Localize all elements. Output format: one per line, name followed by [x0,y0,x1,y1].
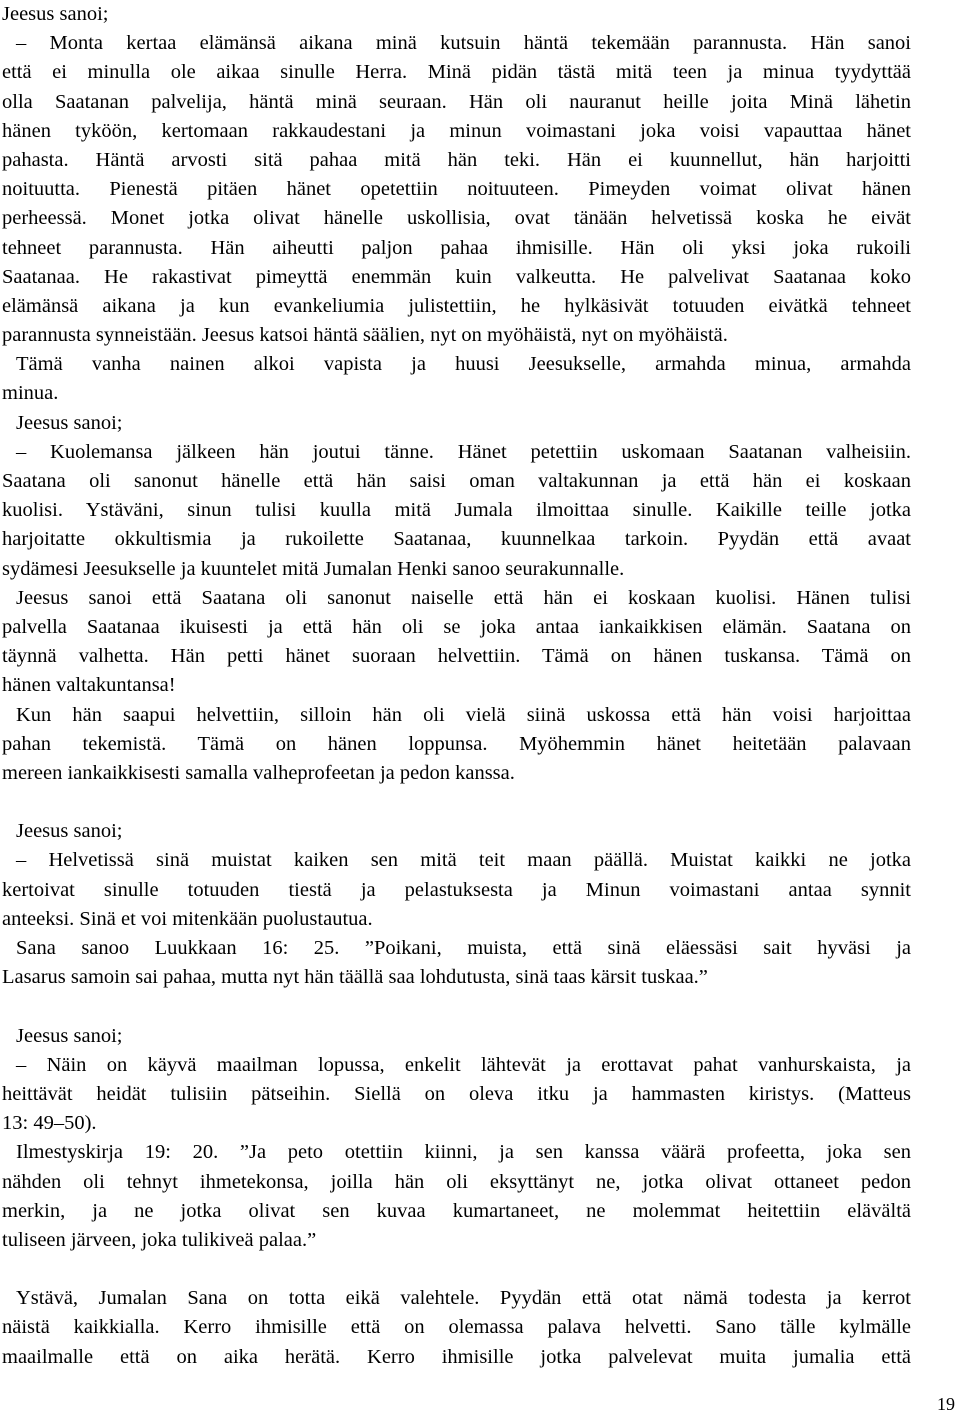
text-line: minua. [2,382,59,405]
text-line: elämänsä aikana ja kun evankeliumia julistettiin, he hylkäsivät totuuden eivätkä tehneet [2,294,911,317]
text-line: Jeesus sanoi; [2,3,109,25]
text-line: hänen tyköön, kertomaan rakkaudestani ja minun voimastani joka voisi vapauttaa hänet [2,119,911,142]
text-line: heittävät heidät tulisiin pätseihin. Siellä on oleva itku ja hammasten kiristys. (Matteus [2,1082,911,1105]
text-line: Kun hän saapui helvettiin, silloin hän oli vielä siinä uskossa että hän voisi harjoittaa [16,703,911,726]
blank-line [2,992,911,1021]
text-line: olla Saatanan palvelija, häntä minä seuraan. Hän oli nauranut heille joita Minä lähetin [2,90,911,113]
text-line: 13: 49–50). [2,1112,97,1135]
text-line: Saatanaa. He rakastivat pimeyttä enemmän kuin valkeutta. He palvelivat Saatanaa koko [2,265,911,288]
text-line: Sana sanoo Luukkaan 16: 25. ”Poikani, muista, että sinä eläessäsi sait hyväsi ja [16,937,911,959]
text-line: – Kuolemansa jälkeen hän joutui tänne. Hänet petettiin uskomaan Saatanan valheisiin. [16,440,911,463]
text-line: Jeesus sanoi; [16,820,123,843]
text-line: Lasarus samoin sai pahaa, mutta nyt hän täällä saa lohdutusta, sinä taas kärsit tuskaa.” [2,966,708,989]
blank-line [2,788,911,817]
text-line: Jeesus sanoi; [16,1024,123,1047]
text-line: tuliseen järveen, joka tulikiveä palaa.” [2,1228,317,1251]
blank-line [2,1255,911,1284]
text-line: harjoitatte okkultismia ja rukoilette Saatanaa, kuunnelkaa tarkoin. Pyydän että avaat [2,528,911,551]
text-line: pahan tekemistä. Tämä on hänen loppunsa. Myöhemmin hänet heitetään palavaan [2,732,911,755]
text-line: parannusta synneistään. Jeesus katsoi häntä säälien, nyt on myöhäistä, nyt on myöhäistä. [2,324,728,347]
text-line: Ilmestyskirja 19: 20. ”Ja peto otettiin kiinni, ja sen kanssa väärä profeetta, joka sen [16,1141,911,1164]
text-line: nähden oli tehnyt ihmetekonsa, joilla hän oli eksyttänyt ne, jotka olivat ottaneet pedon [2,1170,911,1193]
text-line: – Näin on käyvä maailman lopussa, enkelit lähtevät ja erottavat pahat vanhurskaista, ja [16,1053,911,1076]
text-line: – Helvetissä sinä muistat kaiken sen mitä teit maan päällä. Muistat kaikki ne jotka [16,849,911,872]
page-number: 19 [937,1394,955,1414]
text-line: tehneet parannusta. Hän aiheutti paljon pahaa ihmisille. Hän oli yksi joka rukoili [2,236,911,259]
text-line: noituutta. Pienestä pitäen hänet opetettiin noituuteen. Pimeyden voimat olivat hänen [2,178,911,201]
text-line: täynnä valhetta. Hän petti hänet suoraan helvettiin. Tämä on hänen tuskansa. Tämä on [2,645,911,668]
text-line: perheessä. Monet jotka olivat hänelle uskollisia, ovat tänään helvetissä koska he eivät [2,207,911,230]
text-line: että ei minulla ole aikaa sinulle Herra. Minä pidän tästä mitä teen ja minua tyydyttää [2,61,911,84]
text-line: – Monta kertaa elämänsä aikana minä kutsuin häntä tekemään parannusta. Hän sanoi [16,32,911,55]
text-line: palvella Saatanaa ikuisesti ja että hän oli se joka antaa iankaikkisen elämän. Saatana on [2,615,911,638]
text-line: näistä kaikkialla. Kerro ihmisille että on olemassa palava helvetti. Sano tälle kylmälle [2,1316,911,1339]
text-line: merkin, ja ne jotka olivat sen kuvaa kumartaneet, ne molemmat heitettiin elävältä [2,1199,911,1222]
text-line: maailmalle että on aika herätä. Kerro ihmisille jotka palvelevat muita jumalia että [2,1345,911,1368]
text-line: Ystävä, Jumalan Sana on totta eikä valehtele. Pyydän että otat nämä todesta ja kerrot [16,1287,911,1310]
document-body [2,0,911,1372]
text-line: Jeesus sanoi; [16,411,123,434]
text-line: hänen valtakuntansa! [2,674,176,697]
text-line: kuolisi. Ystäväni, sinun tulisi kuulla mitä Jumala ilmoittaa sinulle. Kaikille teille jotka [2,499,911,522]
text-line: anteeksi. Sinä et voi mitenkään puolustautua. [2,907,373,930]
text-line: Tämä vanha nainen alkoi vapista ja huusi Jeesukselle, armahda minua, armahda [16,353,911,376]
text-line: mereen iankaikkisesti samalla valheprofeetan ja pedon kanssa. [2,761,515,784]
text-line: kertoivat sinulle totuuden tiestä ja pelastuksesta ja Minun voimastani antaa synnit [2,878,911,901]
text-line: Jeesus sanoi että Saatana oli sanonut naiselle että hän ei koskaan kuolisi. Hänen tulisi [16,586,911,609]
text-line: sydämesi Jeesukselle ja kuuntelet mitä Jumalan Henki sanoo seurakunnalle. [2,557,625,580]
text-line: Saatana oli sanonut hänelle että hän saisi oman valtakunnan ja että hän ei koskaan [2,470,911,492]
text-line: pahasta. Häntä arvosti sitä pahaa mitä hän teki. Hän ei kuunnellut, hän harjoitti [2,148,911,171]
